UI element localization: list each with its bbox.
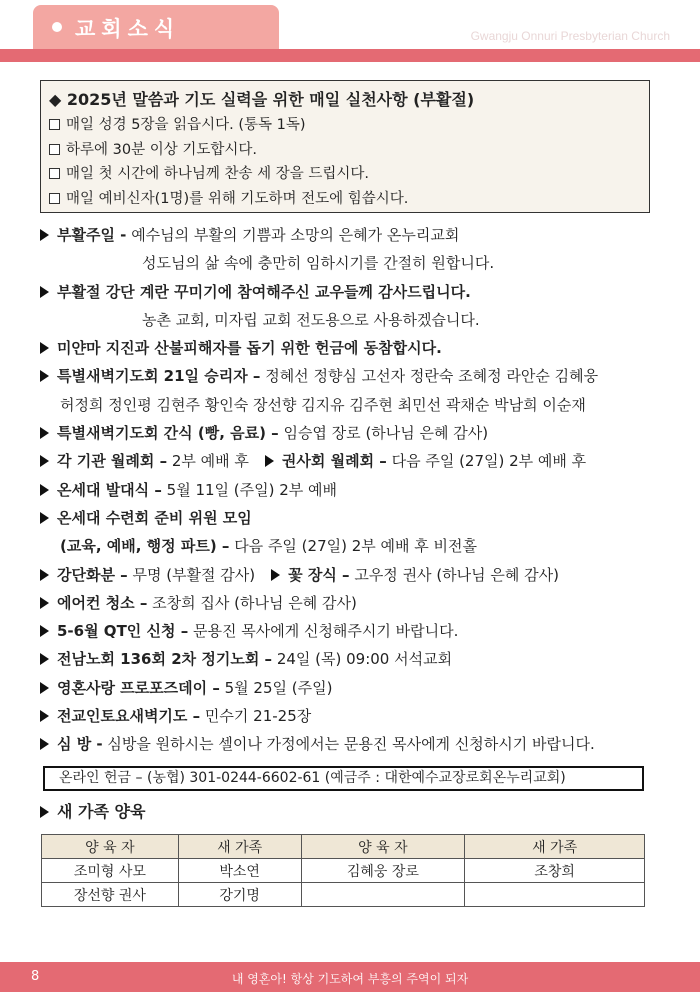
practice-item (49, 162, 641, 187)
triangle-bullet-icon (40, 625, 49, 637)
notice-dawn-prayer-cont: 허정희 정인평 김현주 황인숙 장선향 김지유 김주현 최민선 곽채순 박남희 이순재 (60, 395, 586, 414)
table-cell (301, 883, 465, 907)
new-family-table (41, 834, 645, 907)
triangle-bullet-icon (40, 370, 49, 382)
notice-easter-cont: 성도님의 삶 속에 충만히 임하시기를 간절히 원합니다. (142, 254, 495, 273)
notice-text: 조창희 집사 (하나님 은혜 감사) (147, 593, 357, 612)
triangle-bullet-icon (40, 682, 49, 694)
table-cell (465, 883, 645, 907)
notice-text: 고우정 권사 (하나님 은혜 감사) (349, 565, 559, 584)
notice-dawn-prayer (40, 362, 665, 390)
notice-label: 온세대 수련회 준비 위원 모임 (57, 508, 252, 527)
notice-text: 문용진 목사에게 신청해주시기 바랍니다. (188, 622, 459, 641)
checkbox-icon (49, 193, 60, 204)
notice-label: 권사회 월례회 – (281, 452, 387, 471)
section-tab (33, 5, 279, 49)
table-cell: 장선향 권사 (42, 883, 179, 907)
practice-item (49, 187, 641, 212)
triangle-bullet-icon (40, 229, 49, 241)
practice-item-text: 매일 예비신자(1명)를 위해 기도하며 전도에 힘씁시다. (66, 190, 409, 207)
notice-meetings (40, 447, 665, 475)
header-band (0, 49, 700, 62)
triangle-bullet-icon (40, 806, 49, 818)
column-header: 양 육 자 (42, 835, 179, 859)
table-cell: 강기명 (178, 883, 301, 907)
notice-label: 온세대 발대식 – (57, 480, 162, 499)
notice-presbytery (40, 645, 665, 673)
table-cell: 박소연 (178, 859, 301, 883)
notice-label: 부활절 강단 계란 꾸미기에 참여해주신 교우들께 감사드립니다. (57, 282, 471, 301)
notice-easter (40, 221, 665, 249)
notice-label: 꽃 장식 – (288, 565, 350, 584)
triangle-bullet-icon (40, 597, 49, 609)
church-name: Gwangju Onnuri Presbyterian Church (470, 29, 670, 43)
triangle-bullet-icon (40, 512, 49, 524)
notice-text: 무명 (부활절 감사) (127, 565, 256, 584)
notice-saturday-dawn (40, 702, 665, 730)
notice-snack (40, 419, 665, 447)
triangle-bullet-icon (40, 569, 49, 581)
notice-visit (40, 730, 665, 758)
notice-text: 예수님의 부활의 기쁨과 소망의 은혜가 온누리교회 (126, 226, 460, 244)
triangle-bullet-icon (40, 286, 49, 298)
notice-retreat-cont (40, 532, 665, 560)
notice-launch (40, 476, 665, 504)
triangle-bullet-icon (40, 484, 49, 496)
triangle-bullet-icon (40, 710, 49, 722)
notice-aircon (40, 589, 665, 617)
section-title: 교회소식 (75, 17, 181, 41)
triangle-bullet-icon (40, 455, 49, 467)
triangle-bullet-icon (40, 653, 49, 665)
column-header: 새 가족 (465, 835, 645, 859)
triangle-bullet-icon (40, 342, 49, 354)
table-cell: 조미형 사모 (42, 859, 179, 883)
notice-text: 2부 예배 후 (167, 452, 249, 471)
notice-altar-cont: 농촌 교회, 미자립 교회 전도용으로 사용하겠습니다. (142, 310, 480, 329)
notice-label: 5-6월 QT인 신청 – (57, 622, 189, 641)
practice-title: ◆ 2025년 말씀과 기도 실력을 위한 매일 실천사항 (부활절) (49, 90, 475, 109)
notice-propose (40, 674, 665, 702)
practice-item-text: 하루에 30분 이상 기도합시다. (66, 141, 257, 158)
table-cell: 김혜웅 장로 (301, 859, 465, 883)
daily-practice-box (40, 80, 650, 213)
notice-altar (40, 278, 665, 306)
notice-text: 다음 주일 (27일) 2부 예배 후 (386, 452, 587, 471)
new-family-heading (40, 798, 145, 826)
notice-text: 민수기 21-25장 (200, 707, 312, 726)
online-offering-box: 온라인 헌금 – (농협) 301-0244-6602-61 (예금주 : 대한예수교장로회온누리교회) (43, 766, 644, 791)
notice-text: 임승엽 장로 (하나님 은혜 감사) (278, 424, 489, 443)
notice-text: 5월 11일 (주일) 2부 예배 (161, 480, 338, 499)
notice-label: 미얀마 지진과 산불피해자를 돕기 위한 헌금에 동참합시다. (57, 339, 442, 358)
checkbox-icon (49, 144, 60, 155)
notice-label: 전교인토요새벽기도 – (57, 707, 201, 726)
practice-item (49, 138, 641, 163)
triangle-bullet-icon (265, 455, 274, 467)
column-header: 새 가족 (178, 835, 301, 859)
notice-text: 24일 (목) 09:00 서석교회 (272, 650, 453, 669)
practice-item-text: 매일 첫 시간에 하나님께 찬송 세 장을 드립시다. (66, 166, 370, 182)
triangle-bullet-icon (40, 427, 49, 439)
checkbox-icon (49, 119, 60, 130)
page-number: 8 (31, 969, 40, 984)
notice-label: 부활주일 - (57, 226, 127, 244)
table-cell: 조창희 (465, 859, 645, 883)
notices-list (40, 221, 665, 759)
notice-label: 특별새벽기도회 21일 승리자 – (57, 367, 261, 386)
notice-qt (40, 617, 665, 645)
notice-label: 심 방 - (57, 735, 103, 754)
footer-motto: 내 영혼아! 항상 기도하여 부흥의 주역이 되자 (231, 972, 469, 986)
table-row (42, 859, 645, 883)
footer-band (0, 962, 700, 992)
table-header-row (42, 835, 645, 859)
notice-text: 정혜선 정향심 고선자 정란숙 조혜정 라안순 김혜웅 (260, 367, 599, 386)
notice-text: 다음 주일 (27일) 2부 예배 후 비전홀 (229, 537, 478, 556)
notice-text: 5월 25일 (주일) (219, 678, 333, 697)
notice-label: 강단화분 – (57, 565, 128, 584)
notice-label: 영혼사랑 프로포즈데이 – (57, 678, 220, 697)
bullet-dot-icon (52, 22, 62, 32)
notice-retreat (40, 504, 665, 532)
table-row (42, 883, 645, 907)
notice-label: 특별새벽기도회 간식 (빵, 음료) – (57, 424, 279, 443)
notice-label: 에어컨 청소 – (57, 593, 148, 612)
triangle-bullet-icon (40, 738, 49, 750)
notice-text: 심방을 원하시는 셀이나 가정에서는 문용진 목사에게 신청하시기 바랍니다. (102, 735, 595, 754)
practice-item (49, 113, 641, 138)
notice-label: 전남노회 136회 2차 정기노회 – (57, 650, 273, 669)
column-header: 양 육 자 (301, 835, 465, 859)
checkbox-icon (49, 168, 60, 179)
notice-pulpit-flower (40, 561, 665, 589)
practice-item-text: 매일 성경 5장을 읽읍시다. (통독 1독) (66, 117, 306, 133)
notice-label: (교육, 예배, 행정 파트) – (60, 537, 230, 556)
notice-label: 각 기관 월례회 – (57, 452, 168, 471)
notice-myanmar (40, 334, 665, 362)
new-family-title: 새 가족 양육 (57, 802, 146, 821)
triangle-bullet-icon (271, 569, 280, 581)
